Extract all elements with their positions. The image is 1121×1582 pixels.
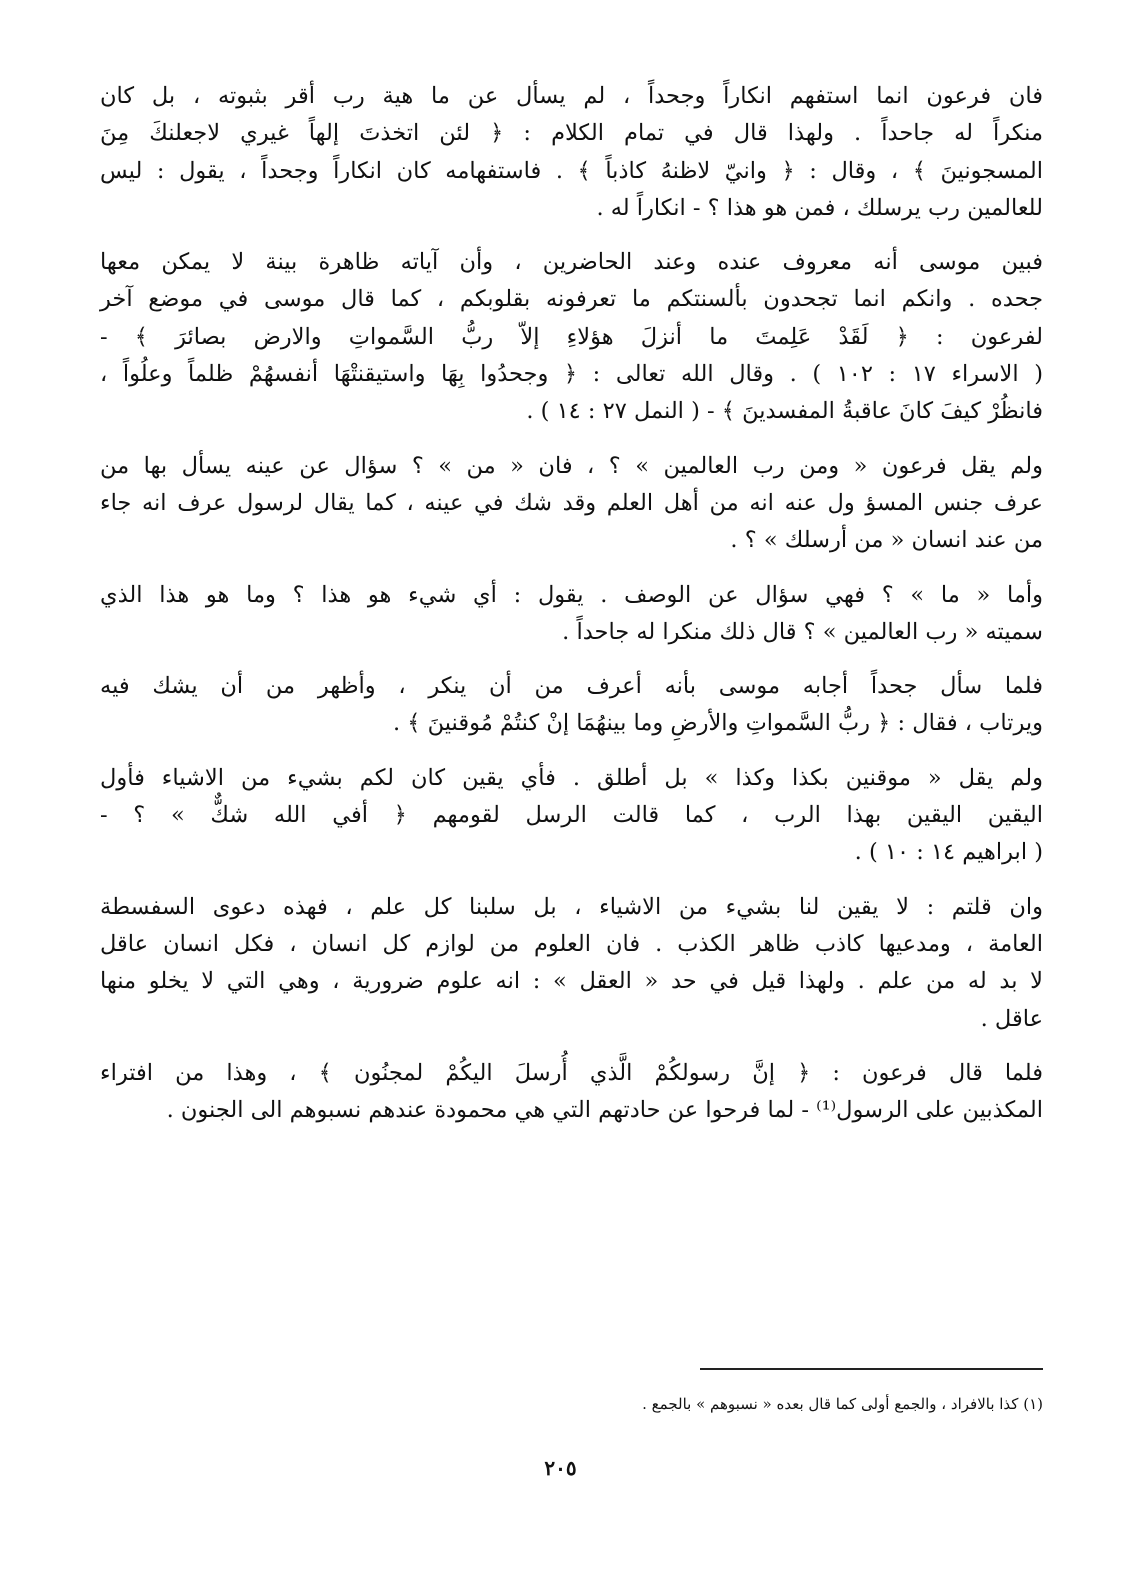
text-line: ( ابراهيم ١٤ : ١٠ ) . bbox=[854, 839, 1043, 866]
paragraph bbox=[100, 889, 1043, 1038]
text-line: وان قلتم : لا يقين لنا بشيء من الاشياء ، بل سلبنا كل علم ، فهذه دعوى السفسطة bbox=[100, 893, 1043, 920]
paragraph bbox=[100, 1055, 1043, 1130]
paragraph bbox=[100, 760, 1043, 872]
footnote: (١) كذا بالافراد ، والجمع أولى كما قال بعده « نسبوهم » بالجمع . bbox=[642, 1395, 1043, 1413]
text-line: سميته « رب العالمين » ؟ قال ذلك منكرا له جاحداً . bbox=[562, 618, 1043, 645]
text-line: وأما « ما » ؟ فهي سؤال عن الوصف . يقول : أي شيء هو هذا ؟ وما هو هذا الذي bbox=[100, 581, 1043, 608]
text-line: المكذبين على الرسول⁽¹⁾ - لما فرحوا عن حادتهم التي هي محمودة عندهم نسبوهم الى الجنون . bbox=[166, 1097, 1043, 1124]
text-line: فان فرعون انما استفهم انكاراً وجحداً ، لم يسأل عن ما هية رب أقر بثبوته ، بل كان bbox=[100, 83, 1043, 109]
text-line: المسجونينَ ﴾ ، وقال : ﴿ وانيّ لاظنهُ كاذباً ﴾ . فاستفهامه كان انكاراً وجحداً ، يقول : ليس bbox=[100, 157, 1043, 184]
paragraph bbox=[100, 668, 1043, 743]
text-line: فانظُرْ كيفَ كانَ عاقبةُ المفسدينَ ﴾ - ( النمل ٢٧ : ١٤ ) . bbox=[526, 398, 1043, 425]
page-number: ٢٠٥ bbox=[544, 1456, 577, 1480]
paragraph bbox=[100, 244, 1043, 430]
text-line: ويرتاب ، فقال : ﴿ ربُّ السَّمواتِ والأرضِ وما بينهُمَا إنْ كنتُمْ مُوقنينَ ﴾ . bbox=[392, 710, 1043, 737]
text-line: فلما سأل جحداً أجابه موسى بأنه أعرف من أن ينكر ، وأظهر من أن يشك فيه bbox=[100, 673, 1043, 700]
text-line: للعالمين رب يرسلك ، فمن هو هذا ؟ - انكاراً له . bbox=[596, 194, 1043, 221]
text-line: فلما قال فرعون : ﴿ إنَّ رسولكُمْ الَّذي أُرسلَ اليكُمْ لمجنُون ﴾ ، وهذا من افتراء bbox=[100, 1059, 1043, 1086]
text-line: العامة ، ومدعيها كاذب ظاهر الكذب . فان العلوم من لوازم كل انسان ، فكل انسان عاقل bbox=[100, 930, 1043, 957]
text-line: جحده . وانكم انما تجحدون بألسنتكم ما تعرفونه بقلوبكم ، كما قال موسى في موضع آخر bbox=[100, 286, 1043, 313]
paragraph bbox=[100, 78, 1043, 227]
text-line: ولم يقل « موقنين بكذا وكذا » بل أطلق . فأي يقين كان لكم بشيء من الاشياء فأول bbox=[100, 764, 1043, 791]
text-line: عرف جنس المسؤ ول عنه انه من أهل العلم وقد شك في عينه ، كما يقال لرسول عرف انه جاء bbox=[100, 489, 1043, 516]
paragraph bbox=[100, 577, 1043, 652]
paragraph bbox=[100, 448, 1043, 560]
text-line: منكراً له جاحداً . ولهذا قال في تمام الكلام : ﴿ لئن اتخذتَ إلهاً غيري لاجعلنكَ مِنَ bbox=[100, 120, 1043, 147]
text-line: فبين موسى أنه معروف عنده وعند الحاضرين ، وأن آياته ظاهرة بينة لا يمكن معها bbox=[100, 249, 1043, 276]
body-text bbox=[100, 78, 1043, 1129]
text-line: من عند انسان « من أرسلك » ؟ . bbox=[730, 527, 1043, 554]
text-line: لا بد له من علم . ولهذا قيل في حد « العقل » : انه علوم ضرورية ، وهي التي لا يخلو منها bbox=[100, 968, 1043, 995]
text-line: لفرعون : ﴿ لَقَدْ عَلِمتَ ما أنزلَ هؤلاءِ إلاّ ربُّ السَّمواتِ والارض بصائرَ ﴾ - bbox=[100, 323, 1043, 350]
text-line: عاقل . bbox=[980, 1005, 1043, 1032]
footnote-separator bbox=[700, 1368, 1043, 1370]
text-line: ولم يقل فرعون « ومن رب العالمين » ؟ ، فان « من » ؟ سؤال عن عينه يسأل بها من bbox=[100, 452, 1043, 479]
text-line: ( الاسراء ١٧ : ١٠٢ ) . وقال الله تعالى : ﴿ وجحدُوا بِهَا واستيقنتْهَا أنفسهُمْ ظلماً وعلُواً ، bbox=[100, 361, 1043, 388]
text-line: اليقين اليقين بهذا الرب ، كما قالت الرسل لقومهم ﴿ أفي الله شكٌّ » ؟ - bbox=[100, 802, 1043, 829]
